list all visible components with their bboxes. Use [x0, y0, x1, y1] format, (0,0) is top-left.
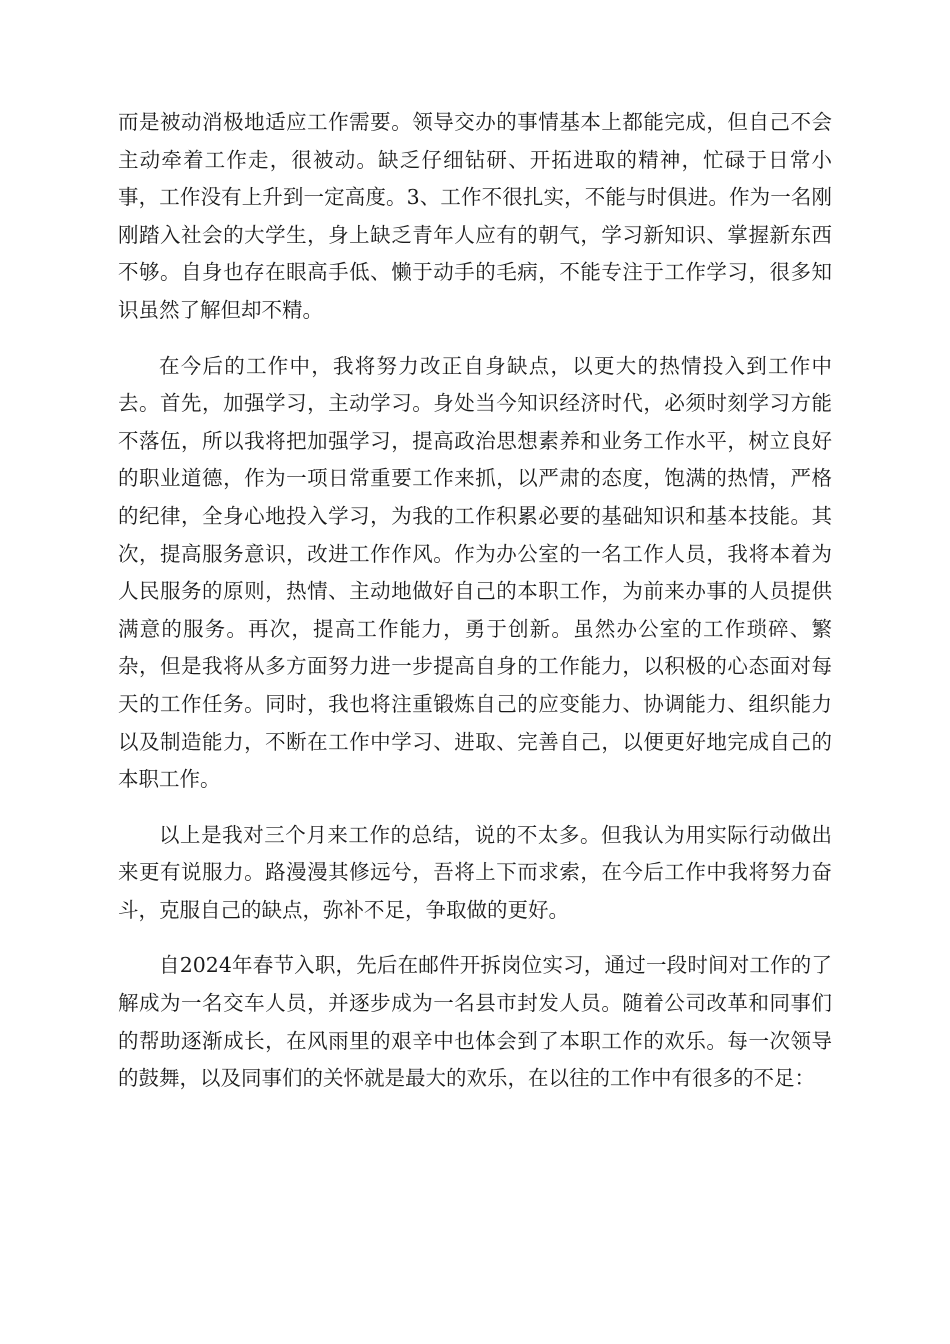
document-page [118, 104, 832, 1098]
paragraph-future-plans: 在今后的工作中，我将努力改正自身缺点，以更大的热情投入到工作中去。首先，加强学习，主动学习。身处当今知识经济时代，必须时刻学习方能不落伍，所以我将把加强学习，提高政治思想素养和业务工作水平，树立良好的职业道德，作为一项日常重要工作来抓，以严肃的态度，饱满的热情，严格的纪律，全身心地投入学习，为我的工作积累必要的基础知识和基本技能。其次，提高服务意识，改进工作作风。作为办公室的一名工作人员，我将本着为人民服务的原则，热情、主动地做好自己的本职工作，为前来办事的人员提供满意的服务。再次，提高工作能力，勇于创新。虽然办公室的工作琐碎、繁杂，但是我将从多方面努力进一步提高自身的工作能力，以积极的心态面对每天的工作任务。同时，我也将注重锻炼自己的应变能力、协调能力、组织能力以及制造能力，不断在工作中学习、进取、完善自己，以便更好地完成自己的本职工作。 [118, 353, 832, 792]
paragraph-work-history: 自2024年春节入职，先后在邮件开拆岗位实习，通过一段时间对工作的了解成为一名交车人员，并逐步成为一名县市封发人员。随着公司改革和同事们的帮助逐渐成长，在风雨里的艰辛中也体会到了本职工作的欢乐。每一次领导的鼓舞，以及同事们的关怀就是最大的欢乐，在以往的工作中有很多的不足： [118, 953, 832, 1091]
paragraph-shortcomings: 而是被动消极地适应工作需要。领导交办的事情基本上都能完成，但自己不会主动牵着工作走，很被动。缺乏仔细钻研、开拓进取的精神，忙碌于日常小事，工作没有上升到一定高度。3、工作不很扎实，不能与时俱进。作为一名刚刚踏入社会的大学生，身上缺乏青年人应有的朝气，学习新知识、掌握新东西不够。自身也存在眼高手低、懒于动手的毛病，不能专注于工作学习，很多知识虽然了解但却不精。 [118, 110, 832, 322]
paragraph-summary: 以上是我对三个月来工作的总结，说的不太多。但我认为用实际行动做出来更有说服力。路漫漫其修远兮，吾将上下而求索，在今后工作中我将努力奋斗，克服自己的缺点，弥补不足，争取做的更好。 [118, 822, 832, 922]
